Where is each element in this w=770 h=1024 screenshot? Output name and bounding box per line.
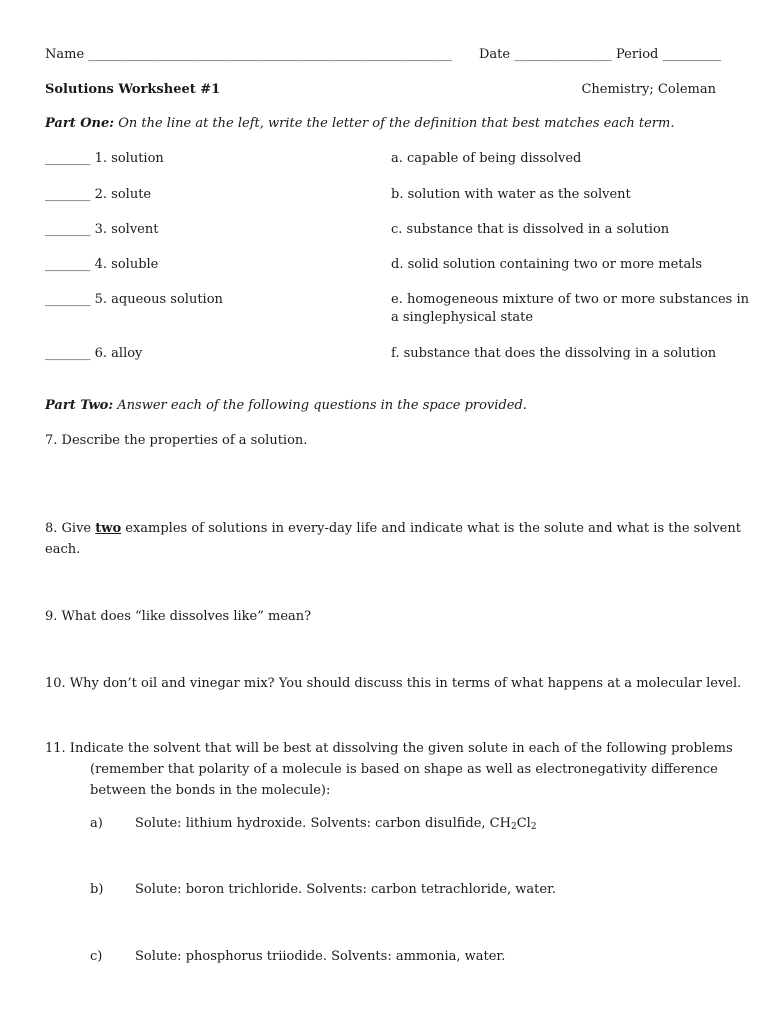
question-7: 7. Describe the properties of a solution. xyxy=(45,433,308,448)
term-6[interactable]: _______ 6. alloy xyxy=(45,346,143,361)
item-c-text: Solute: phosphorus triiodide. Solvents: ammonia, water. xyxy=(135,949,506,964)
question-8-prefix: 8. Give xyxy=(45,521,96,536)
definition-e-continued: a singlephysical state xyxy=(391,310,534,325)
question-8-rest: examples of solutions in every-day life and indicate what is the solute and what is the solvent xyxy=(121,521,741,536)
item-c-letter: c) xyxy=(90,949,103,964)
term-1[interactable]: _______ 1. solution xyxy=(45,151,164,166)
definition-d: d. solid solution containing two or more metals xyxy=(391,257,703,272)
term-4[interactable]: _______ 4. soluble xyxy=(45,257,159,272)
definition-c: c. substance that is dissolved in a solution xyxy=(391,222,670,237)
definition-a: a. capable of being dissolved xyxy=(391,151,582,166)
question-8-line-2: each. xyxy=(45,542,81,557)
worksheet-title: Solutions Worksheet #1 xyxy=(45,82,221,97)
item-b-letter: b) xyxy=(90,882,104,897)
term-3[interactable]: _______ 3. solvent xyxy=(45,222,159,237)
name-line[interactable]: Name ________________________________________________________ xyxy=(45,47,453,62)
part-one-instructions xyxy=(45,116,674,131)
item-a-letter: a) xyxy=(90,816,103,831)
question-9: 9. What does “like dissolves like” mean? xyxy=(45,609,312,624)
item-a-subscript-1: 2 xyxy=(510,822,517,832)
part-two-instructions xyxy=(45,398,527,413)
item-a-text xyxy=(135,816,537,832)
item-a-chlorine: Cl xyxy=(516,816,531,831)
definition-e: e. homogeneous mixture of two or more substances in xyxy=(391,292,749,307)
item-a-subscript-2: 2 xyxy=(530,822,537,832)
part-two-text: Answer each of the following questions in the space provided. xyxy=(117,398,527,413)
term-5[interactable]: _______ 5. aqueous solution xyxy=(45,292,223,307)
part-two-label: Part Two: xyxy=(45,398,114,413)
definition-b: b. solution with water as the solvent xyxy=(391,187,631,202)
term-2[interactable]: _______ 2. solute xyxy=(45,187,152,202)
item-b-text: Solute: boron trichloride. Solvents: carbon tetrachloride, water. xyxy=(135,882,556,897)
question-11-line-2: (remember that polarity of a molecule is based on shape as well as electronegativity difference xyxy=(90,762,718,777)
course-label: Chemistry; Coleman xyxy=(581,82,716,97)
item-a-body: Solute: lithium hydroxide. Solvents: carbon disulfide, CH xyxy=(135,816,511,831)
part-one-text: On the line at the left, write the letter of the definition that best matches each term. xyxy=(118,116,675,131)
question-8 xyxy=(45,521,741,536)
definition-f: f. substance that does the dissolving in a solution xyxy=(391,346,717,361)
question-10: 10. Why don’t oil and vinegar mix? You should discuss this in terms of what happens at a molecular level. xyxy=(45,676,742,691)
period-line[interactable]: Period _________ xyxy=(616,47,722,62)
question-11: 11. Indicate the solvent that will be best at dissolving the given solute in each of the following problems xyxy=(45,741,733,756)
date-line[interactable]: Date _______________ xyxy=(479,47,612,62)
question-8-emphasis: two xyxy=(95,521,122,536)
question-11-line-3: between the bonds in the molecule): xyxy=(90,783,331,798)
part-one-label: Part One: xyxy=(45,116,115,131)
